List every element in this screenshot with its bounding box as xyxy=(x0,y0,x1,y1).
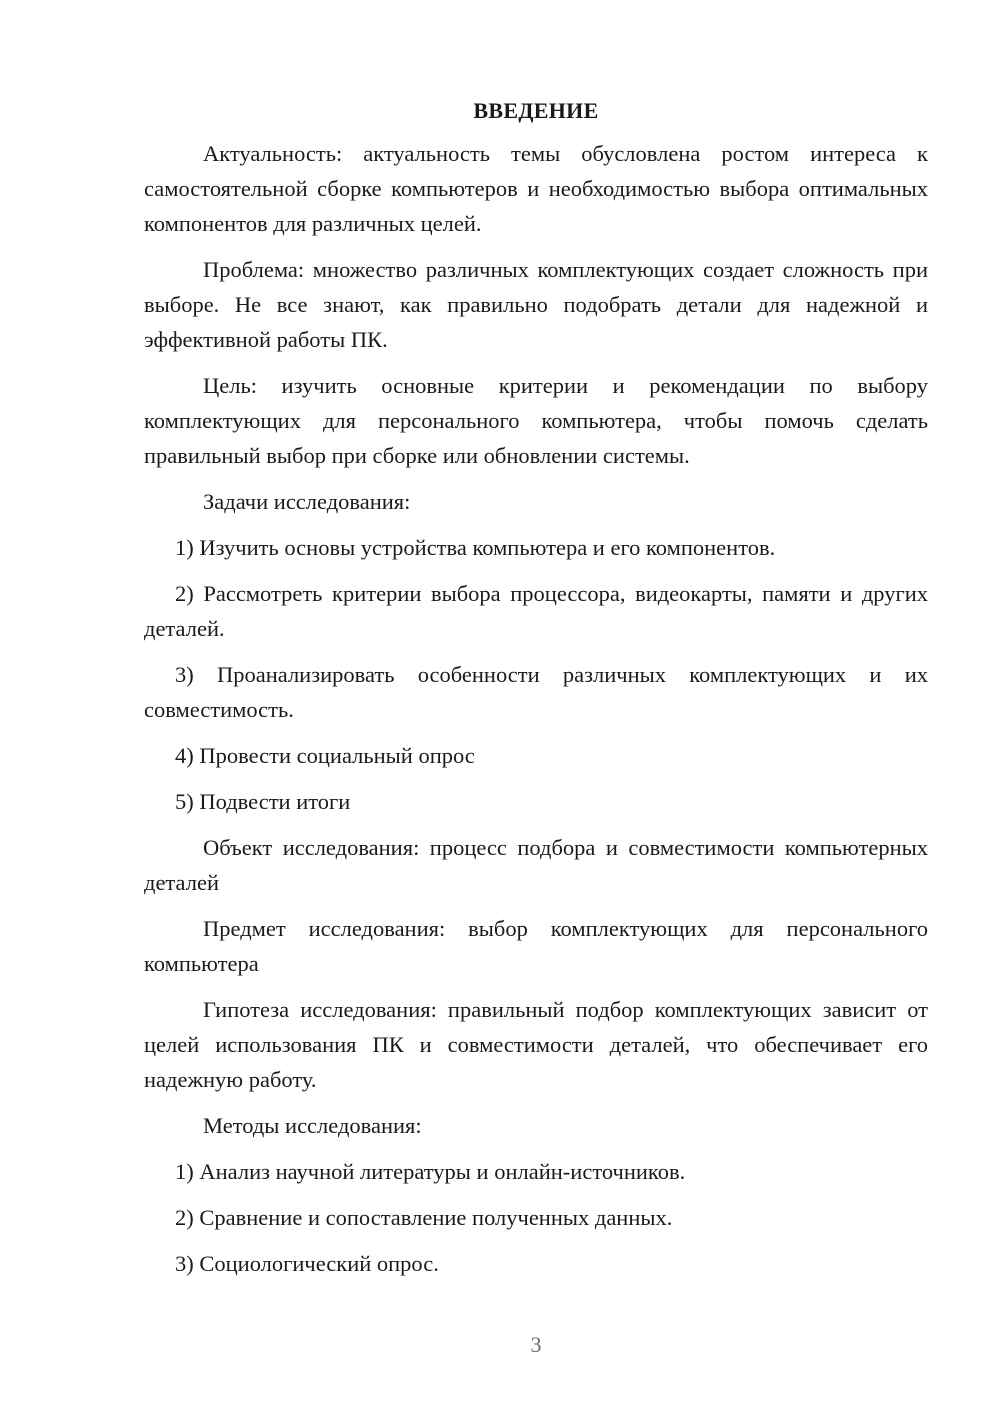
task-item-5: 5) Подвести итоги xyxy=(175,789,351,814)
paragraph-methods-heading: Методы исследования: xyxy=(203,1113,422,1138)
method-item-3: 3) Социологический опрос. xyxy=(175,1251,439,1276)
paragraph-hypothesis: Гипотеза исследования: правильный подбор комплектующих зависит от целей использования ПК и совместимости деталей, что обеспечивает его надежную работу. xyxy=(144,997,928,1092)
paragraph-relevance: Актуальность: актуальность темы обусловлена ростом интереса к самостоятельной сборке компьютеров и необходимостью выбора оптимальных компонентов для различных целей. xyxy=(144,141,928,236)
section-title: ВВЕДЕНИЕ xyxy=(473,98,599,123)
page-content xyxy=(144,96,928,1292)
task-item-1: 1) Изучить основы устройства компьютера и его компонентов. xyxy=(175,535,776,560)
paragraph-subject: Предмет исследования: выбор комплектующих для персонального компьютера xyxy=(144,916,928,976)
paragraph-problem: Проблема: множество различных комплектующих создает сложность при выборе. Не все знают, как правильно подобрать детали для надежной и эффективной работы ПК. xyxy=(144,257,928,352)
task-item-3: 3) Проанализировать особенности различных комплектующих и их совместимость. xyxy=(144,662,928,722)
method-item-2: 2) Сравнение и сопоставление полученных данных. xyxy=(175,1205,673,1230)
paragraph-goal: Цель: изучить основные критерии и рекомендации по выбору комплектующих для персонального компьютера, чтобы помочь сделать правильный выбор при сборке или обновлении системы. xyxy=(144,373,928,468)
paragraph-object: Объект исследования: процесс подбора и совместимости компьютерных деталей xyxy=(144,835,928,895)
method-item-1: 1) Анализ научной литературы и онлайн-источников. xyxy=(175,1159,686,1184)
task-item-4: 4) Провести социальный опрос xyxy=(175,743,475,768)
task-item-2: 2) Рассмотреть критерии выбора процессора, видеокарты, памяти и других деталей. xyxy=(144,581,928,641)
paragraph-tasks-heading: Задачи исследования: xyxy=(203,489,411,514)
page-number: 3 xyxy=(530,1332,542,1357)
